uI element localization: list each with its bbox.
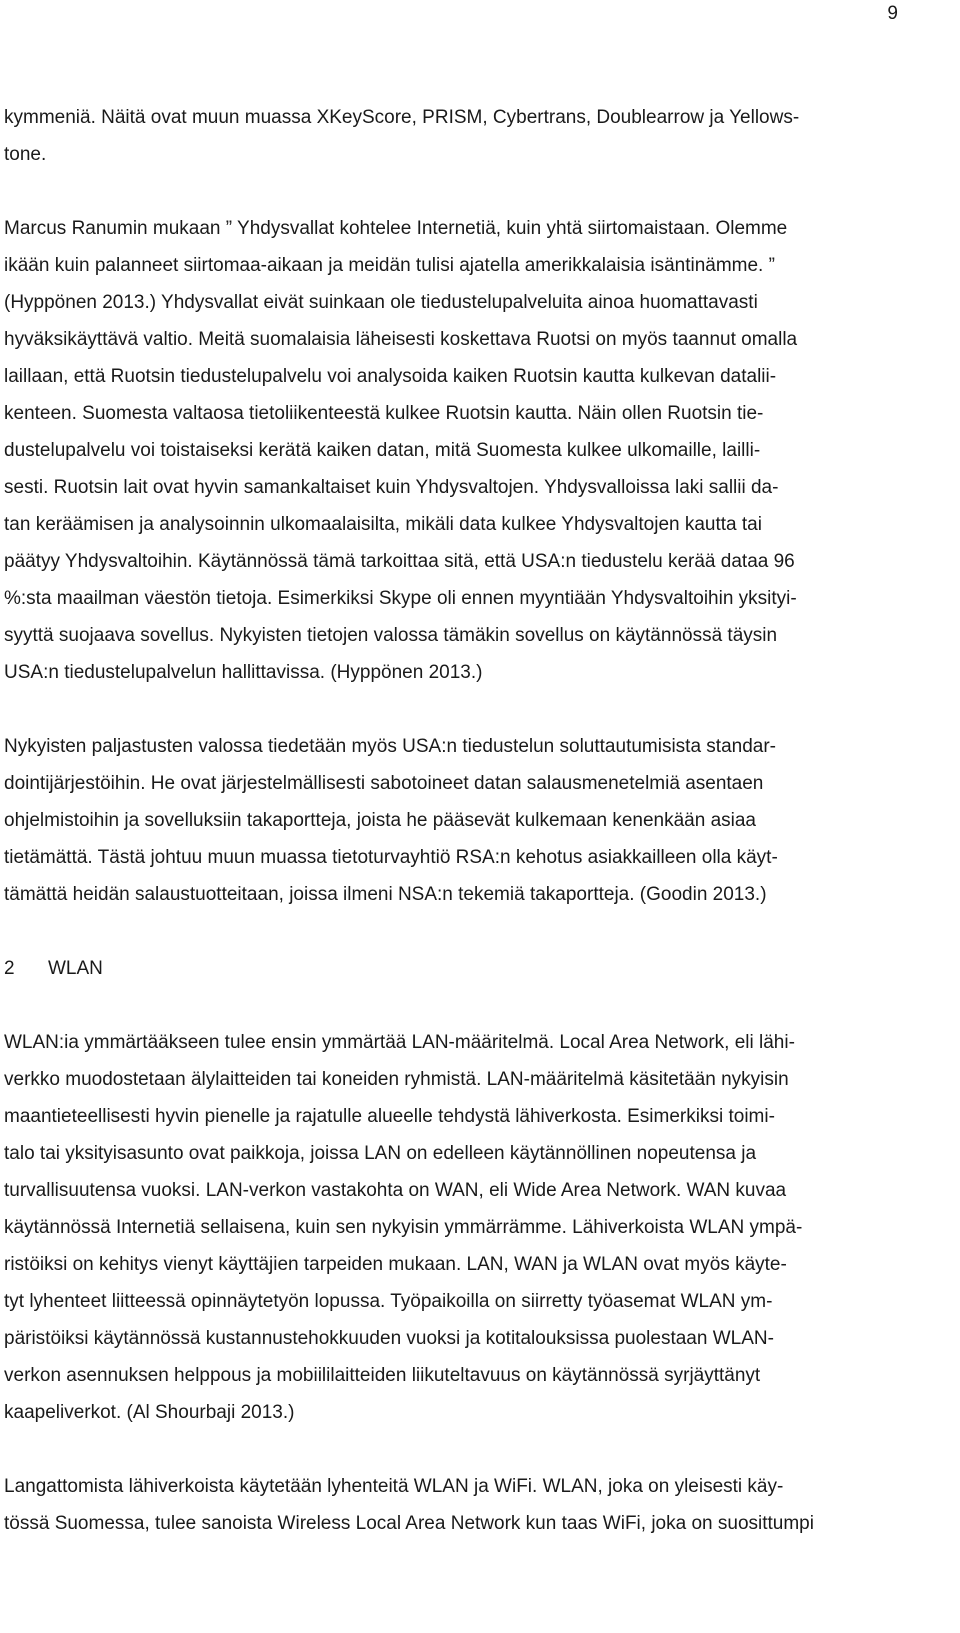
text-line: dointijärjestöihin. He ovat järjestelmällisesti sabotoineet datan salausmenetelmiä asentaen [4, 773, 764, 794]
paragraph [4, 728, 898, 913]
text-line: Nykyisten paljastusten valossa tiedetään myös USA:n tiedustelun soluttautumisista standar- [4, 736, 777, 757]
text-line: hyväksikäyttävä valtio. Meitä suomalaisia läheisesti koskettava Ruotsi on myös taannut omalla [4, 329, 798, 350]
text-line: verkon asennuksen helppous ja mobiililaitteiden liikuteltavuus on käytännössä syrjäyttänyt [4, 1365, 761, 1386]
paragraph [4, 210, 898, 691]
section-number: 2 [4, 958, 15, 979]
text-line: päätyy Yhdysvaltoihin. Käytännössä tämä tarkoittaa sitä, että USA:n tiedustelu kerää dataa 96 [4, 551, 795, 572]
text-line: ristöiksi on kehitys vienyt käyttäjien tarpeiden mukaan. LAN, WAN ja WLAN ovat myös käyte- [4, 1254, 787, 1275]
section-heading [4, 950, 898, 987]
text-line: verkko muodostetaan älylaitteiden tai koneiden ryhmistä. LAN-määritelmä käsitetään nykyisin [4, 1069, 789, 1090]
text-line: tietämättä. Tästä johtuu muun muassa tietoturvayhtiö RSA:n kehotus asiakkailleen olla käyt- [4, 847, 778, 868]
text-line: tössä Suomessa, tulee sanoista Wireless Local Area Network kun taas WiFi, joka on suosittumpi [4, 1513, 814, 1534]
text-line: Marcus Ranumin mukaan ” Yhdysvallat kohtelee Internetiä, kuin yhtä siirtomaistaan. Olemme [4, 218, 788, 239]
text-line: USA:n tiedustelupalvelun hallittavissa. (Hyppönen 2013.) [4, 662, 483, 683]
text-line: käytännössä Internetiä sellaisena, kuin sen nykyisin ymmärrämme. Lähiverkoista WLAN ympä- [4, 1217, 803, 1238]
page-number: 9 [887, 3, 898, 24]
text-line: kenteen. Suomesta valtaosa tietoliikenteestä kulkee Ruotsin kautta. Näin ollen Ruotsin tie- [4, 403, 764, 424]
text-line: tone. [4, 144, 47, 165]
text-line: talo tai yksityisasunto ovat paikkoja, joissa LAN on edelleen käytännöllinen nopeutensa ja [4, 1143, 757, 1164]
section-title: WLAN [48, 958, 103, 979]
paragraph [4, 1468, 898, 1542]
paragraph [4, 99, 898, 173]
text-line: (Hyppönen 2013.) Yhdysvallat eivät suinkaan ole tiedustelupalveluita ainoa huomattavasti [4, 292, 758, 313]
text-line: kymmeniä. Näitä ovat muun muassa XKeyScore, PRISM, Cybertrans, Doublearrow ja Yellows- [4, 107, 800, 128]
text-line: Langattomista lähiverkoista käytetään lyhenteitä WLAN ja WiFi. WLAN, joka on yleisesti käy- [4, 1476, 784, 1497]
text-line: laillaan, että Ruotsin tiedustelupalvelu voi analysoida kaiken Ruotsin kautta kulkevan datalii- [4, 366, 777, 387]
document-body [4, 99, 898, 1542]
text-line: turvallisuutensa vuoksi. LAN-verkon vastakohta on WAN, eli Wide Area Network. WAN kuvaa [4, 1180, 787, 1201]
text-line: ohjelmistoihin ja sovelluksiin takaportteja, joista he pääsevät kulkemaan kenenkään asiaa [4, 810, 757, 831]
text-line: päristöiksi käytännössä kustannustehokkuuden vuoksi ja kotitalouksissa puolestaan WLAN- [4, 1328, 774, 1349]
text-line: tyt lyhenteet liitteessä opinnäytetyön lopussa. Työpaikoilla on siirretty työasemat WLAN ym- [4, 1291, 773, 1312]
text-line: ikään kuin palanneet siirtomaa-aikaan ja meidän tulisi ajatella amerikkalaisia isäntinämme. ” [4, 255, 775, 276]
text-line: sesti. Ruotsin lait ovat hyvin samankaltaiset kuin Yhdysvaltojen. Yhdysvalloissa laki sallii da- [4, 477, 779, 498]
text-line: syyttä suojaava sovellus. Nykyisten tietojen valossa tämäkin sovellus on käytännössä täysin [4, 625, 778, 646]
text-line: maantieteellisesti hyvin pienelle ja rajatulle alueelle tehdystä lähiverkosta. Esimerkiksi toimi- [4, 1106, 775, 1127]
text-line: WLAN:ia ymmärtääkseen tulee ensin ymmärtää LAN-määritelmä. Local Area Network, eli lähi- [4, 1032, 795, 1053]
text-line: tämättä heidän salaustuotteitaan, joissa ilmeni NSA:n tekemiä takaportteja. (Goodin 2013.) [4, 884, 767, 905]
paragraph [4, 1024, 898, 1431]
text-line: dustelupalvelu voi toistaiseksi kerätä kaiken datan, mitä Suomesta kulkee ulkomaille, lailli- [4, 440, 761, 461]
text-line: kaapeliverkot. (Al Shourbaji 2013.) [4, 1402, 295, 1423]
text-line: tan keräämisen ja analysoinnin ulkomaalaisilta, mikäli data kulkee Yhdysvaltojen kautta tai [4, 514, 762, 535]
text-line: %:sta maailman väestön tietoja. Esimerkiksi Skype oli ennen myyntiään Yhdysvaltoihin yksityi- [4, 588, 797, 609]
